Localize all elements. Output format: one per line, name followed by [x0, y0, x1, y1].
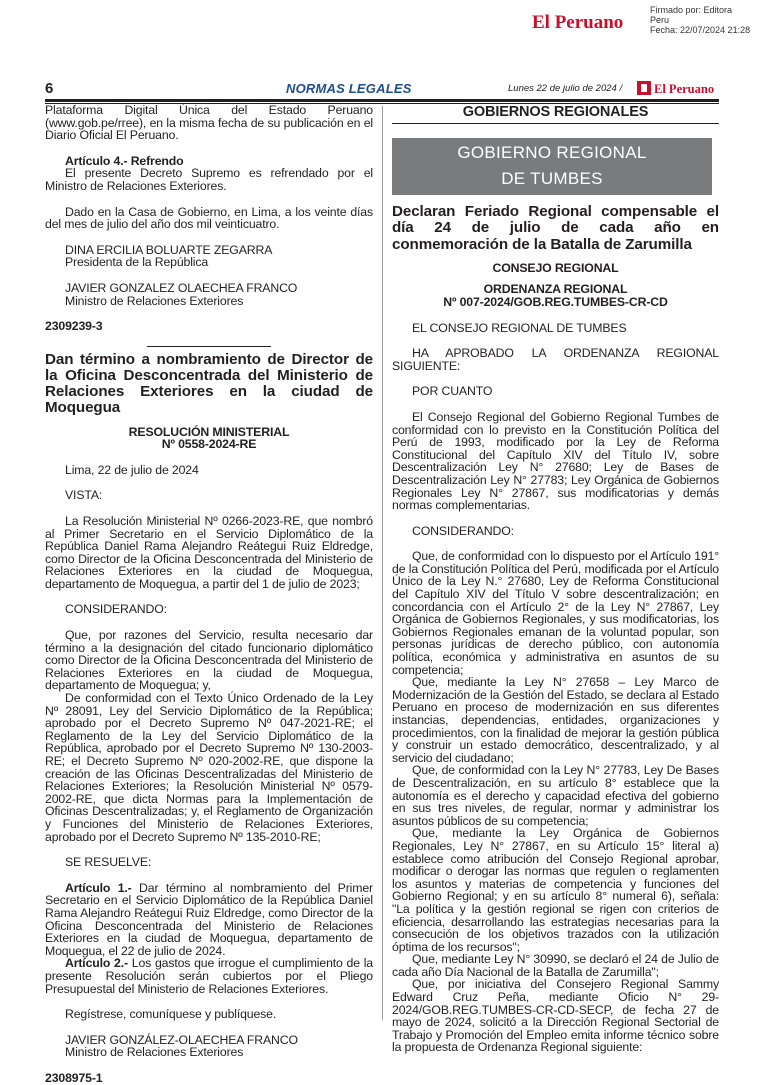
considerando-heading: CONSIDERANDO:	[65, 602, 167, 617]
institution-banner	[392, 138, 712, 195]
signed-org: Peru	[650, 15, 670, 25]
consejo-heading: CONSEJO REGIONAL	[492, 260, 619, 275]
resolution-number: Nº 0558-2024-RE	[161, 437, 257, 452]
stamp-logo-text: El Peruano	[532, 12, 624, 33]
considerando-heading-right: CONSIDERANDO:	[412, 523, 514, 538]
dado-paragraph: Dado en la Casa de Gobierno, en Lima, a los veinte días del mes de julio del año dos mil veinticuatro.	[45, 204, 373, 232]
considerando-paragraph-1: Que, por razones del Servicio, resulta necesario dar término a la designación del citado funcionario diplomático como Director de la Oficina Desconcentrada del Ministerio de Relaciones Exteriores en la ciudad de Moquegua, departamento de Moquegua; y,	[45, 628, 373, 693]
considerando-r-paragraph-1: Que, de conformidad con lo dispuesto por el Artículo 191° de la Constitución Política del Perú, modificada por el Artículo Único de la Ley N.° 27680, Ley de Reforma Constitucional del Capítulo XIV del Título V sobre descentralización; en concordancia con el Artículo 2° de la Ley N° 27867, Ley Orgánica de Gobiernos Regionales, y sus modificatorias, los Gobiernos Regionales emanan de la voluntad popular, son personas jurídicas de derecho público, con autonomía política, económica y administrativa en asuntos de su competencia;	[392, 549, 719, 677]
article-1	[45, 882, 373, 958]
signatory-3-role: Ministro de Relaciones Exteriores	[65, 1045, 244, 1060]
institution-line-1: GOBIERNO REGIONAL	[457, 143, 647, 163]
signatory-3-name: JAVIER GONZÁLEZ-OLAECHEA FRANCO	[65, 1032, 298, 1047]
section-heading-gobiernos-regionales: GOBIERNOS REGIONALES	[462, 104, 649, 120]
consejo-line: EL CONSEJO REGIONAL DE TUMBES	[412, 320, 627, 335]
intro-paragraph: Plataforma Digital Única del Estado Peruano (www.gob.pe/rree), en la misma fecha de su publicación en el Diario Oficial El Peruano.	[45, 103, 373, 143]
ha-aprobado-line: HA APROBADO LA ORDENANZA REGIONAL SIGUIENTE:	[392, 346, 719, 373]
considerando-r-paragraph-4: Que, mediante la Ley Orgánica de Gobiernos Regionales, Ley N° 27867, en su Artículo 15° literal a) establece como atribución del Consejo Regional aprobar, modificar o derogar las normas que regulen o reglamenten los asuntos y materias de competencia y funciones del Gobierno Regional; y en su artículo 8° numeral 6), señala: "La política y la gestión regional se rigen con criterios de eficiencia, desarrollando las estrategias necesarias para la consecución de los objetivos trazados con la utilización óptima de los recursos";	[392, 826, 719, 954]
article-2-text: Los gastos que irrogue el cumplimiento de la presente Resolución serán cubiertos por el Pliego Presupuestal del Ministerio de Relaciones Exteriores.	[45, 956, 373, 996]
article-1-text: Dar término al nombramiento del Primer Secretario en el Servicio Diplomático de la República Daniel Rama Alejandro Reátegui Ruiz Eldredge, como Director de la Oficina Desconcentrada del Ministerio de Relaciones Exteriores en la ciudad de Moquegua, departamento de Moquegua, el 22 de julio de 2024.	[45, 880, 373, 958]
section-heading-rule	[392, 123, 719, 124]
signatory-2-role: Ministro de Relaciones Exteriores	[65, 293, 244, 308]
article-2-label: Artículo 2.-	[65, 956, 128, 971]
resolution-headline: Dan término a nombramiento de Director de la Oficina Desconcentrada del Ministerio de Relaciones Exteriores en la ciudad de Moquegua	[45, 350, 373, 417]
signed-by: Firmado por: Editora	[650, 5, 733, 15]
por-cuanto-paragraph: El Consejo Regional del Gobierno Regional Tumbes de conformidad con lo previsto en la Constitución Política del Perú de 1993, modificado por la Ley de Reforma Constitucional del Capítulo XIV del Título IV, sobre Descentralización Ley N° 27680; Ley de Bases de Descentralización Ley N° 27783; Ley Orgánica de Gobiernos Regionales Ley N° 27867, sus modificatorias y demás normas complementarias.	[392, 409, 719, 513]
publication-code-1: 2309239-3	[45, 319, 103, 334]
se-resuelve-heading: SE RESUELVE:	[65, 855, 152, 870]
signature-details	[650, 5, 750, 35]
por-cuanto-heading: POR CUANTO	[412, 384, 493, 399]
signatory-2-name: JAVIER GONZALEZ OLAECHEA FRANCO	[65, 280, 298, 295]
article-1-label: Artículo 1.-	[65, 880, 132, 895]
considerando-r-paragraph-2: Que, mediante la Ley N° 27658 – Ley Marco de Modernización de la Gestión del Estado, se declara al Estado Peruano en proceso de modernización en sus diferentes instancias, dependencias, entidades, organizaciones y procedimientos, con la finalidad de mejorar la gestión pública y construir un estado democrático, descentralizado, y al servicio del ciudadano;	[392, 675, 719, 765]
resolution-type: RESOLUCIÓN MINISTERIAL	[128, 424, 290, 439]
signature-date: Fecha: 22/07/2024 21:28	[650, 25, 751, 35]
signatory-1-role: Presidenta de la República	[65, 255, 209, 270]
section-name: NORMAS LEGALES	[286, 81, 412, 96]
registrese-line: Regístrese, comuníquese y publíquese.	[65, 1007, 277, 1022]
header-logo-text: El Peruano	[654, 82, 715, 96]
page-number: 6	[45, 80, 54, 97]
vista-paragraph: La Resolución Ministerial Nº 0266-2023-RE, que nombró al Primer Secretario en el Servicio Diplomático de la República Daniel Rama Alejandro Reátegui Ruiz Eldredge, como Director de la Oficina Desconcentrada del Ministerio de Relaciones Exteriores en la ciudad de Moquegua, departamento de Moquegua, a partir del 1 de julio de 2023;	[45, 513, 373, 591]
digital-signature-stamp	[532, 4, 768, 38]
ordinance-headline: Declaran Feriado Regional compensable el día 24 de julio de cada año en conmemoración de la Batalla de Zarumilla	[392, 203, 719, 253]
place-date: Lima, 22 de julio de 2024	[65, 462, 199, 477]
peru-emblem-icon	[637, 81, 651, 95]
header-logo	[637, 80, 717, 96]
header-rule	[45, 99, 719, 102]
considerando-r-paragraph-6: Que, por iniciativa del Consejero Regional Sammy Edward Cruz Peña, mediante Oficio N° 29-2024/GOB.REG.TUMBES-CR-CD-SECP, de fecha 27 de mayo de 2024, solicitó a la Dirección Regional Sectorial de Trabajo y Promoción del Empleo emita informe técnico sobre la propuesta de Ordenanza Regional siguiente:	[392, 977, 719, 1055]
header-date: Lunes 22 de julio de 2024 /	[508, 83, 623, 94]
considerando-paragraph-2: De conformidad con el Texto Único Ordenado de la Ley Nº 28091, Ley del Servicio Diplomático de la República; aprobado por el Decreto Supremo Nº 047-2021-RE; el Reglamento de la Ley del Servicio Diplomático de la República, aprobado por el Decreto Supremo Nº 130-2003-RE; el Decreto Supremo Nº 020-2002-RE, que dispone la creación de las Oficinas Descentralizadas del Ministerio de Relaciones Exteriores; la Resolución Ministerial Nº 0579-2002-RE, que dicta Normas para la Implementación de Oficinas Descentralizadas; y, el Reglamento de Organización y Funciones del Ministerio de Relaciones Exteriores, aprobado por el Decreto Supremo Nº 135-2010-RE;	[45, 691, 373, 844]
right-column	[392, 104, 719, 1054]
vista-heading: VISTA:	[65, 488, 103, 503]
left-column	[45, 104, 373, 1084]
institution-line-2: DE TUMBES	[501, 169, 603, 189]
article-4-title: Artículo 4.- Refrendo	[65, 153, 184, 168]
article-4-text: El presente Decreto Supremo es refrendado por el Ministro de Relaciones Exteriores.	[45, 166, 373, 193]
considerando-r-paragraph-5: Que, mediante Ley N° 30990, se declaró el 24 de Julio de cada año Día Nacional de la Batalla de Zarumilla";	[392, 952, 719, 979]
signatory-1-name: DINA ERCILIA BOLUARTE ZEGARRA	[65, 242, 273, 257]
ordinance-number: Nº 007-2024/GOB.REG.TUMBES-CR-CD	[443, 294, 668, 309]
article-2	[45, 957, 373, 995]
ordinance-type: ORDENANZA REGIONAL	[483, 282, 628, 297]
publication-code-2: 2308975-1	[45, 1070, 103, 1085]
considerando-r-paragraph-3: Que, de conformidad con la Ley N° 27783, Ley De Bases de Descentralización, en su artículo 8° establece que la autonomía es el derecho y capacidad efectiva del gobierno en sus tres niveles, de regular, normar y administrar los asuntos públicos de su competencia;	[392, 763, 719, 828]
column-divider	[382, 106, 383, 1020]
el-peruano-stamp-logo	[532, 11, 648, 33]
